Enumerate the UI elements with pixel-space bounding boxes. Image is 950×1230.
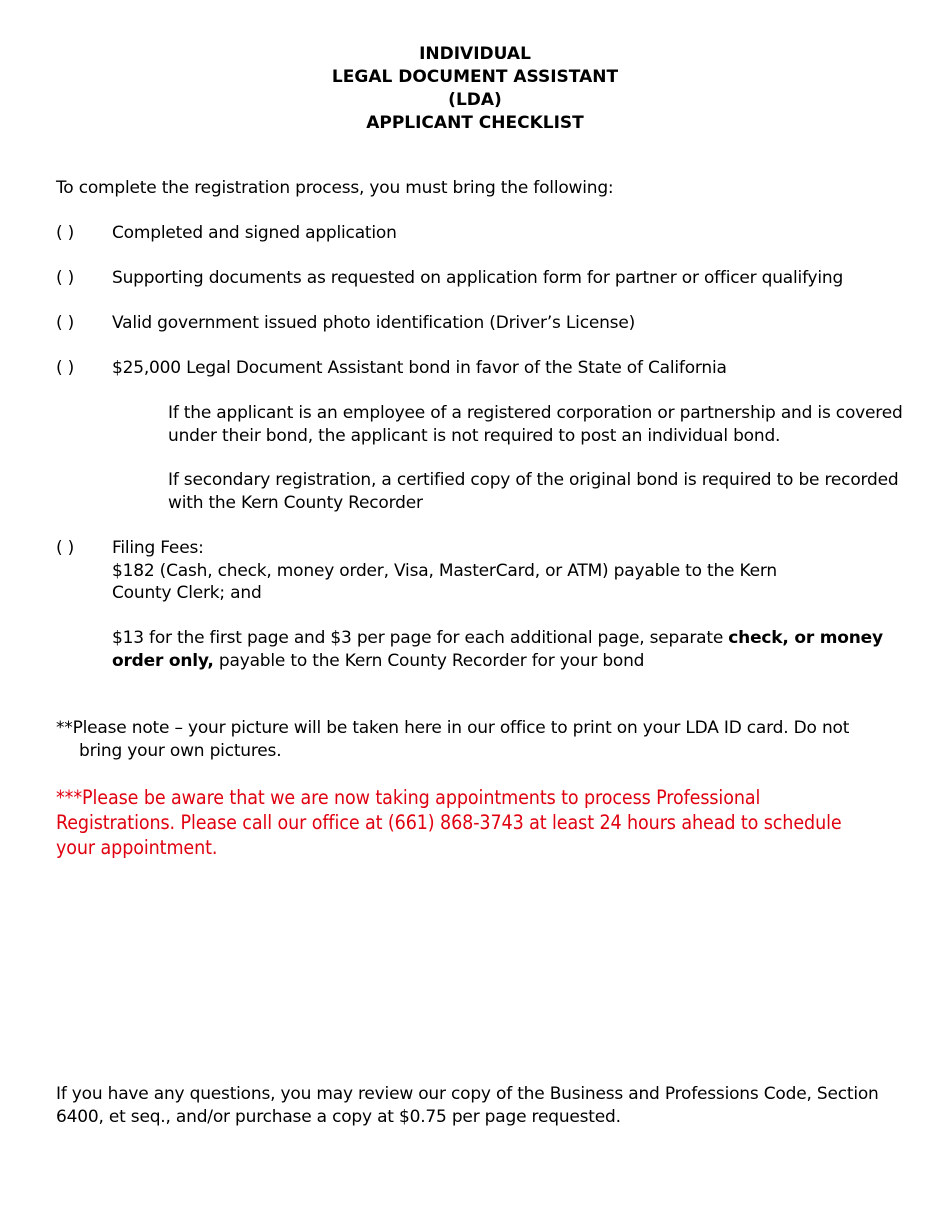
- fee-line: $182 (Cash, check, money order, Visa, MasterCard, or ATM) payable to the Kern: [112, 560, 777, 581]
- footer-line: If you have any questions, you may review our copy of the Business and Professions Code, Section: [56, 1084, 879, 1104]
- filing-fees-block: [112, 537, 912, 672]
- fee-bold-text: check, or money: [728, 628, 883, 648]
- appointment-alert: [56, 785, 906, 860]
- title-line: APPLICANT CHECKLIST: [366, 113, 584, 133]
- bond-note-line: If the applicant is an employee of a registered corporation or partnership and is covered: [168, 403, 903, 423]
- title-line: (LDA): [448, 90, 502, 110]
- checklist-item-text: Completed and signed application: [112, 223, 397, 243]
- fee-line: [112, 627, 912, 650]
- page-title: [0, 43, 950, 135]
- checkbox-mark: ( ): [56, 313, 75, 333]
- fee-line: County Clerk; and: [112, 583, 262, 603]
- note-line: **Please note – your picture will be taken here in our office to print on your LDA ID card. Do not: [56, 718, 850, 738]
- spacer: [112, 605, 912, 628]
- fee-text: $13 for the first page and $3 per page for each additional page, separate: [112, 628, 729, 648]
- picture-note: [56, 717, 896, 762]
- intro-text: To complete the registration process, you must bring the following:: [56, 178, 614, 198]
- note-line: bring your own pictures.: [79, 740, 282, 761]
- title-line: LEGAL DOCUMENT ASSISTANT: [331, 67, 619, 87]
- checkbox-mark: ( ): [56, 223, 75, 243]
- checkbox-mark: ( ): [56, 268, 75, 288]
- checklist-item-text: $25,000 Legal Document Assistant bond in favor of the State of California: [112, 358, 727, 378]
- title-line: INDIVIDUAL: [419, 44, 531, 64]
- bond-note-line: under their bond, the applicant is not required to post an individual bond.: [168, 425, 781, 446]
- checkbox-mark: ( ): [56, 358, 75, 378]
- checklist-item-text: Valid government issued photo identification (Driver’s License): [112, 313, 636, 333]
- footer-line: 6400, et seq., and/or purchase a copy at $0.75 per page requested.: [56, 1106, 621, 1127]
- alert-line: Registrations. Please call our office at (661) 868-3743 at least 24 hours ahead to schedule: [56, 811, 842, 834]
- bond-note-line: with the Kern County Recorder: [168, 492, 423, 513]
- bond-note-line: If secondary registration, a certified copy of the original bond is required to be recorded: [168, 470, 899, 490]
- fee-text: payable to the Kern County Recorder for your bond: [213, 650, 645, 671]
- bond-note: [168, 469, 908, 514]
- alert-line: ***Please be aware that we are now taking appointments to process Professional: [56, 786, 761, 809]
- checkbox-mark: ( ): [56, 538, 75, 558]
- alert-line: your appointment.: [56, 836, 218, 859]
- checklist-item-text: Supporting documents as requested on application form for partner or officer qualifying: [112, 268, 844, 288]
- fee-bold-text: order only,: [112, 650, 214, 671]
- bond-note: [168, 402, 908, 447]
- footer-text: [56, 1083, 906, 1128]
- filing-fees-heading: Filing Fees:: [112, 538, 204, 558]
- fee-line: [112, 650, 912, 673]
